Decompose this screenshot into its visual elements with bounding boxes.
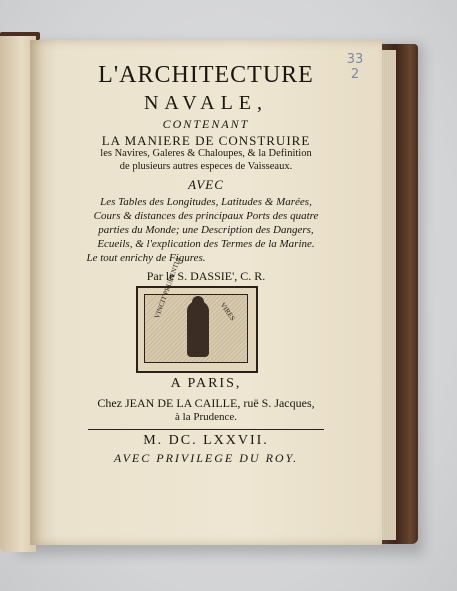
- vignette-figure: [187, 301, 209, 357]
- italic-line: Cours & distances des principaux Ports des quatre: [93, 210, 319, 222]
- privilege-line: AVEC PRIVILEGE DU ROY.: [113, 451, 299, 465]
- author-line: Par le S. DASSIE', C. R.: [146, 269, 266, 283]
- divider-rule: [88, 429, 324, 430]
- pencil-note-line: 33: [346, 52, 364, 67]
- maniere-line: LA MANIERE DE CONSTRUIRE: [101, 133, 311, 148]
- title-page: [30, 40, 382, 545]
- sign-line: à la Prudence.: [175, 411, 237, 423]
- italic-line: Les Tables des Longitudes, Latitudes & Marées,: [100, 196, 312, 208]
- vignette-motto-left: VINCIT PRUDENTIA: [153, 255, 183, 320]
- plusieurs-line: de plusieurs autres especes de Vaisseaux.: [119, 161, 293, 172]
- navires-line: les Navires, Galeres & Chaloupes, & la Definition: [100, 148, 312, 159]
- avec-line: AVEC: [188, 177, 224, 192]
- pencil-note-line: 2: [350, 67, 360, 82]
- publisher-line: Chez JEAN DE LA CAILLE, ruë S. Jacques,: [97, 396, 315, 410]
- italic-line: parties du Monde; une Description des Dangers,: [98, 224, 314, 236]
- italic-line: Ecueils, & l'explication des Termes de la Marine.: [97, 238, 315, 250]
- title-line-2: NAVALE,: [143, 92, 269, 114]
- contenant-line: CONTENANT: [162, 117, 250, 131]
- title-line-1: L'ARCHITECTURE: [98, 62, 314, 88]
- italic-line: Le tout enrichy de Figures.: [86, 252, 206, 264]
- year-line: M. DC. LXXVII.: [143, 433, 269, 448]
- vignette-motto-right: VIRES: [218, 301, 237, 323]
- city-line: A PARIS,: [170, 376, 242, 391]
